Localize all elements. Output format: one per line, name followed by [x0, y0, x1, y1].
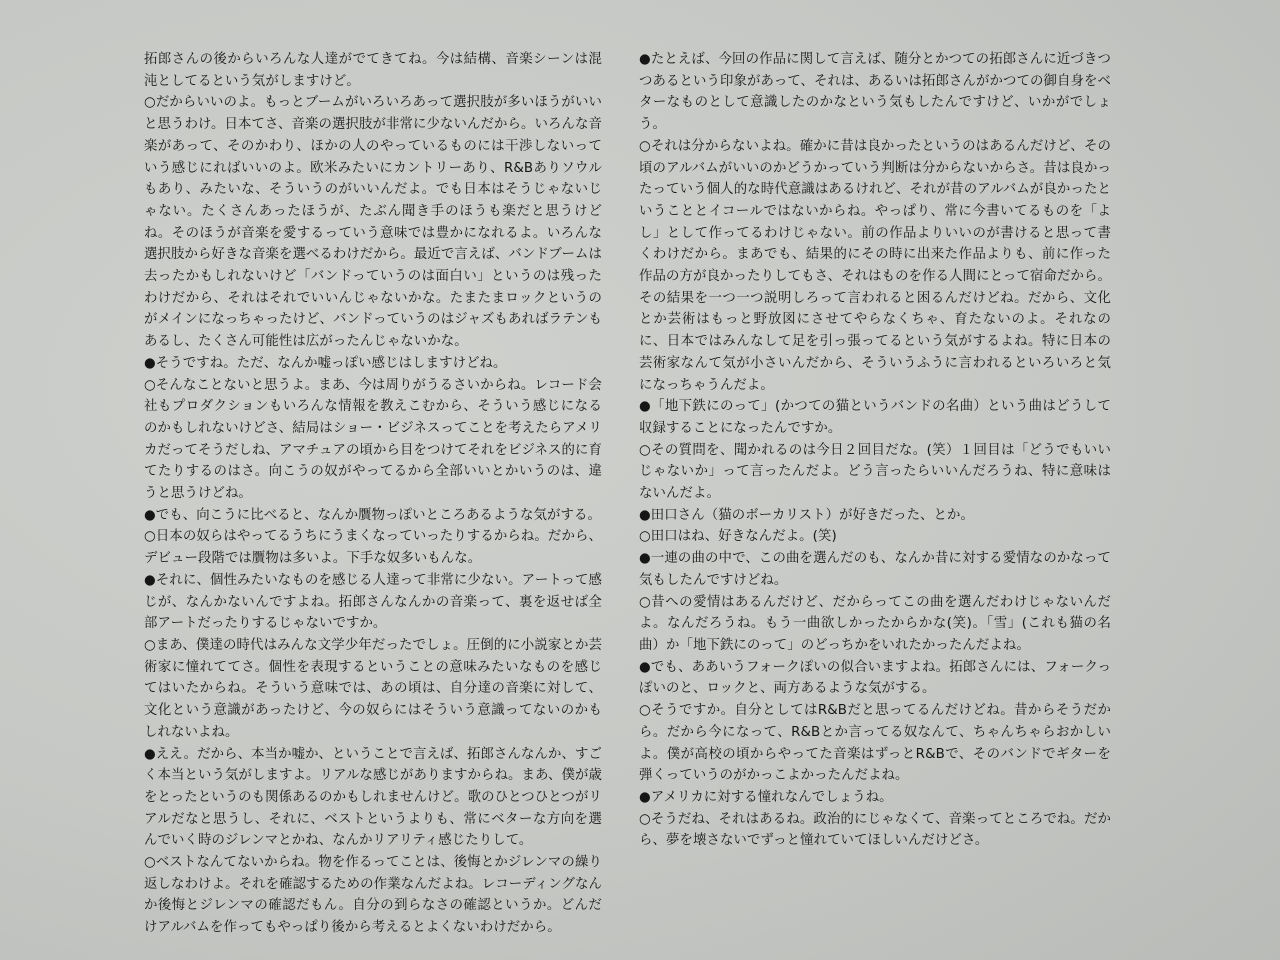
paragraph: ●田口さん（猫のボーカリスト）が好きだった、とか。	[639, 507, 975, 523]
paragraph: ○その質問を、聞かれるのは今日２回目だな。(笑）１回目は「どうでもいいじゃないか」って言ったんだよ。どう言ったらいいんだろうね、特に意味はないんだよ。	[639, 442, 1111, 502]
paragraph: ○だからいいのよ。もっとブームがいろいろあって選択肢が多いほうがいいと思うわけ。日本てさ、音楽の選択肢が非常に少ないんだから。いろんな音楽があって、そのかわり、ほかの人のやっているものには干渉しないっていう感じにればいいのよ。欧米みたいにカントリーあり、R&Bありソウルもあり、みたいな、そういうのがいいんだよ。でも日本はそうじゃないじゃない。たくさんあったほうが、たぶん聞き手のほうも楽だと思うけどね。そのほうが音楽を愛するっていう意味では豊かになれるよ。いろんな選択肢から好きな音楽を選べるわけだから。最近で言えば、バンドブームは去ったかもしれないけど「バンドっていうのは面白い」というのは残ったわけだから、それはそれでいいんじゃないかな。たまたまロックというのがメインになっちゃったけど、バンドっていうのはジャズもあればラテンもあるし、たくさん可能性は広がったんじゃないかな。	[144, 95, 602, 350]
paragraph: ○それは分からないよね。確かに昔は良かったというのはあるんだけど、その頃のアルバムがいいのかどうかっていう判断は分からないからさ。昔は良かったっていう個人的な時代意識はあるけれど、それが昔のアルバムが良かったということとイコールではないからね。やっぱり、常に今書いてるものを「よし」として作ってるわけじゃない。前の作品よりいいのが書けると思って書くわけだから。まあでも、結果的にその時に出来た作品よりも、前に作った作品の方が良かったりしてもさ、それはものを作る人間にとって宿命だから。その結果を一つ一つ説明しろって言われると困るんだけどね。だから、文化とか芸術はもっと野放図にさせてやらなくちゃ、育たないのよ。それなのに、日本ではみんなして足を引っ張ってるという気がするよね。特に日本の芸術家なんて気が小さいんだから、そういうふうに言われるといろいろと気になっちゃうんだよ。	[639, 138, 1111, 393]
paragraph: ●たとえば、今回の作品に関して言えば、随分とかつての拓郎さんに近づきつつあるという印象があって、それは、あるいは拓郎さんがかつての御自身をベターなものとして意識したのかなという気もしたんですけど、いかがでしょう。	[639, 52, 1111, 133]
paragraph: ●ええ。だから、本当か嘘か、ということで言えば、拓郎さんなんか、すごく本当という気がしますよ。リアルな感じがありますからね。まあ、僕が歳をとったというのも関係あるのかもしれませんけど。歌のひとつひとつがリアルだなと思うし、それに、ベストというよりも、常にベターな方向を選んでいく時のジレンマとかね、なんかリアリティ感じたりして。	[144, 746, 602, 849]
paragraph: ○まあ、僕達の時代はみんな文学少年だったでしょ。圧倒的に小説家とか芸術家に憧れててさ。個性を表現するということの意味みたいなものを感じてはいたからね。そういう意味では、あの頃は、自分達の音楽に対して、文化という意識があったけど、今の奴らにはそういう意識ってないのかもしれないよね。	[144, 637, 602, 740]
paragraph: ●「地下鉄にのって」(かつての猫というバンドの名曲）という曲はどうして収録することになったんですか。	[639, 399, 1111, 436]
interview-column-right	[639, 49, 1111, 852]
paragraph: ●でも、向こうに比べると、なんか贋物っぽいところあるような気がする。	[144, 507, 601, 523]
interview-column-left	[144, 49, 602, 939]
paragraph: ○そうですか。自分としてはR&Bだと思ってるんだけどね。昔からそうだから。だから今になって、R&Bとか言ってる奴なんて、ちゃんちゃらおかしいよ。僕が高校の頃からやってた音楽はずっとR&Bで、そのバンドでギターを弾くっていうのがかっこよかったんだよね。	[639, 703, 1111, 784]
paragraph: ○そうだね、それはあるね。政治的にじゃなくて、音楽ってところでね。だから、夢を壊さないでずっと憧れていてほしいんだけどさ。	[639, 811, 1111, 849]
paragraph: ●でも、ああいうフォークぽいの似合いますよね。拓郎さんには、フォークっぽいのと、ロックと、両方あるような気がする。	[639, 659, 1111, 697]
paragraph: ○そんなことないと思うよ。まあ、今は周りがうるさいからね。レコード会社もプロダクションもいろんな情報を教えこむから、そういう感じになるのかもしれないけどさ、結局はショー・ビジネスってことを考えたらアメリカだってそうだしね、アマチュアの頃から目をつけてそれをビジネス的に育てたりするのはさ。向こうの奴がやってるから全部いいとかいうのは、違うと思うけどね。	[144, 377, 602, 502]
paragraph: ●アメリカに対する憧れなんでしょうね。	[639, 789, 893, 805]
paragraph: ○ベストなんてないからね。物を作るってことは、後悔とかジレンマの繰り返しなわけよ。それを確認するための作業なんだよね。レコーディングなんか後悔とジレンマの確認だもん。自分の到らなさの確認というか。どんだけアルバムを作ってもやっぱり後から考えるとよくないわけだから。	[144, 855, 602, 936]
paragraph: ●それに、個性みたいなものを感じる人達って非常に少ない。アートって感じが、なんかないんですよね。拓郎さんなんかの音楽って、裏を返せば全部アートだったりするじゃないですか。	[144, 572, 602, 632]
paragraph: ○日本の奴らはやってるうちにうまくなっていったりするからね。だから、デビュー段階では贋物は多いよ。下手な奴多いもんな。	[144, 529, 602, 567]
paragraph: 拓郎さんの後からいろんな人達がでてきてね。今は結構、音楽シーンは混沌としてるという気がしますけど。	[144, 52, 602, 89]
paragraph: ●一連の曲の中で、この曲を選んだのも、なんか昔に対する愛情なのかなって気もしたんですけどね。	[639, 551, 1111, 588]
paragraph: ●そうですね。ただ、なんか嘘っぽい感じはしますけどね。	[144, 355, 507, 371]
paragraph: ○昔への愛情はあるんだけど、だからってこの曲を選んだわけじゃないんだよ。なんだろうね。もう一曲欲しかったからかな(笑)。「雪」(これも猫の名曲）か「地下鉄にのって」のどっちかをいれたかったんだよね。	[639, 594, 1111, 653]
paragraph: ○田口はね、好きなんだよ。(笑)	[639, 529, 837, 545]
